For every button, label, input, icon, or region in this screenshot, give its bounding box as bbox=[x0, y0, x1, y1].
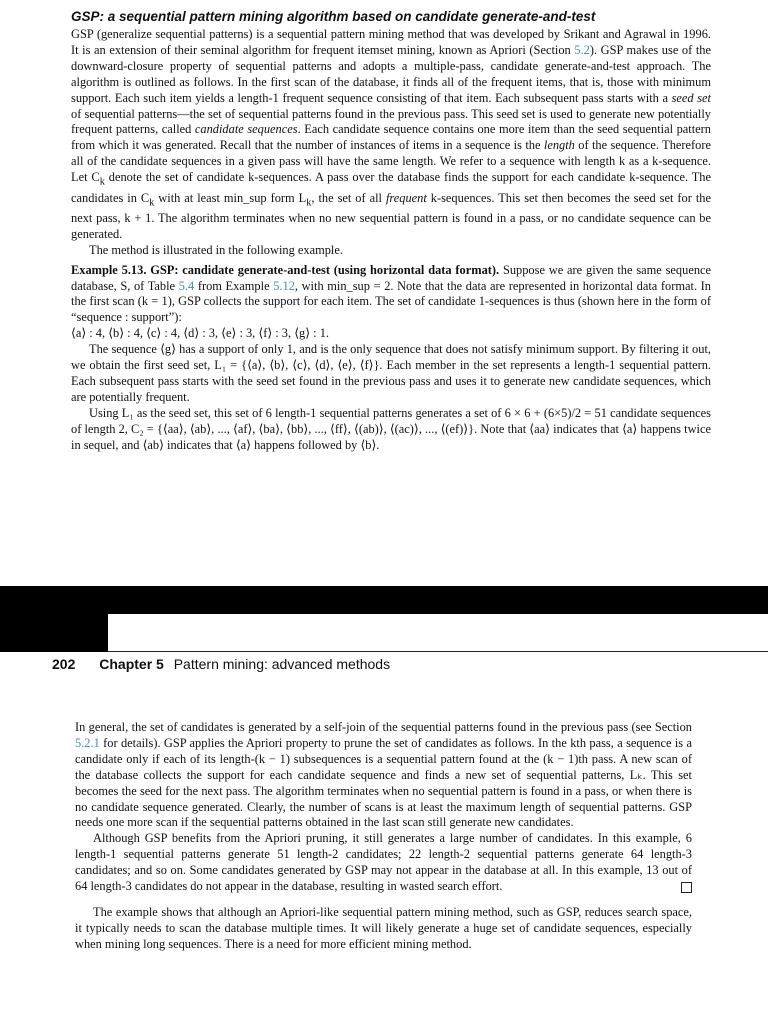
page-break-band bbox=[0, 586, 768, 614]
gsp-intro-paragraph bbox=[71, 27, 711, 243]
candidate-generation-paragraph bbox=[75, 720, 692, 831]
apriori-pruning-paragraph bbox=[75, 831, 692, 895]
section-link-5-2[interactable]: 5.2 bbox=[574, 42, 590, 57]
running-header bbox=[52, 655, 390, 673]
chapter-title: Pattern mining: advanced methods bbox=[173, 656, 391, 672]
example-paragraph-3: Using L₁ as the seed set, this set of 6 length-1 sequential patterns generates a set of 6 × 6 + (6×5)/2 = 51 candidate sequences of length 2, C₂ = {⟨aa⟩, ⟨ab⟩, ..., ⟨af⟩, ⟨ba⟩, ⟨bb⟩, ..., ⟨ff⟩, ⟨(ab)⟩, ⟨(ac)⟩, ..., ⟨(ef)⟩}. Note that ⟨aa⟩ indicates that ⟨a⟩ happens twice in sequel, and ⟨ab⟩ indicates that ⟨a⟩ happens followed by ⟨b⟩. bbox=[71, 405, 711, 452]
text-run: In general, the set of candidates is generated by a self-join of the sequential patterns found in the previous pass (see Section bbox=[75, 720, 692, 734]
term-seed-set: seed set bbox=[671, 90, 711, 105]
text-run: . Each candidate sequence contains one more item than the seed sequential pattern from which it was generated. Recall that the number of instances of items in a sequence is the bbox=[71, 122, 711, 153]
text-run: Suppose we are given the same sequence database, S, of Table bbox=[71, 262, 712, 293]
example-title: Example 5.13. GSP: candidate generate-and-test (using horizontal data format). bbox=[71, 262, 500, 277]
text-run: denote the set of candidate k-sequences. A pass over the database finds the support for each candidate k-sequence. The candidates in C bbox=[71, 170, 712, 205]
text-run: with at least min_sup form L bbox=[154, 190, 307, 205]
table-link-5-4[interactable]: 5.4 bbox=[178, 278, 195, 293]
text-run: of sequential patterns—the set of sequential patterns found in the previous pass. This seed set is used to generate new potentially frequent patterns, called bbox=[71, 106, 711, 137]
text-run: GSP (generalize sequential patterns) is a sequential pattern mining method that was developed by Srikant and Agrawal in 1996. It is an extension of their seminal algorithm for frequent itemset mining, known as Apriori (Section bbox=[71, 27, 711, 57]
example-link-5-12[interactable]: 5.12 bbox=[273, 278, 295, 293]
header-rule bbox=[108, 651, 768, 652]
text-run: Although GSP benefits from the Apriori pruning, it still generates a large number of candidates. In this example, 6 length-1 sequential patterns generate 51 length-2 candidates; 22 length-2 sequential patterns generate 64 length-3 candidates; and so on. Some candidates generated by GSP may not appear in the database at all. In this example, 13 out of 64 length-3 candidates do not appear in the database, resulting in wasted search effort. bbox=[75, 831, 692, 894]
subscript: k bbox=[99, 176, 105, 188]
text-run: from Example bbox=[194, 278, 274, 293]
text-run: , the set of all bbox=[311, 190, 386, 205]
end-of-example-icon bbox=[681, 882, 692, 893]
header-tab bbox=[0, 614, 108, 652]
example-paragraph bbox=[71, 263, 711, 327]
candidate-1-sequences: ⟨a⟩ : 4, ⟨b⟩ : 4, ⟨c⟩ : 4, ⟨d⟩ : 3, ⟨e⟩ : 3, ⟨f⟩ : 3, ⟨g⟩ : 1. bbox=[71, 326, 329, 341]
term-candidate-sequences: candidate sequences bbox=[194, 122, 298, 137]
continuation-section bbox=[75, 720, 692, 953]
text-run: of the sequence. Therefore all of the candidate sequences in a given pass will have the same length. We refer to a sequence with length k as a k-sequence. Let C bbox=[71, 138, 711, 185]
top-section bbox=[71, 8, 711, 454]
text-run: for details). GSP applies the Apriori property to prune the set of candidates as follows. In the kth pass, a sequence is a candidate only if each of its length-(k − 1) subsequences is a sequential pattern found at the (k − 1)th pass. A new scan of the database collects the support for each candidate sequence and finds a new set of sequential patterns, Lₖ. This set becomes the seed for the next pass. The algorithm terminates when no sequential pattern is found in a pass, or when there is no candidate sequence generated. Clearly, the number of scans is at least the maximum length of sequential patterns. GSP needs one more scan if the sequential patterns obtained in the last scan still generate new candidates. bbox=[75, 735, 692, 830]
term-frequent: frequent bbox=[385, 190, 427, 205]
chapter-label: Chapter 5 bbox=[99, 656, 164, 672]
text-run: k-sequences. This set then becomes the seed set for the next pass, k + 1. The algorithm terminates when no new sequential pattern is found in a pass, or no candidate sequence can be generated. bbox=[71, 190, 711, 241]
section-link-5-2-1[interactable]: 5.2.1 bbox=[75, 735, 100, 750]
text-run: ). GSP makes use of the downward-closure property of sequential patterns and adopts a multiple-pass, candidate generate-and-test approach. The algorithm is outlined as follows. In the first scan of the database, it finds all of the frequent items, that is, those with minimum support. Each such item yields a length-1 frequent sequence consisting of that item. Each subsequent pass starts with a bbox=[71, 42, 711, 105]
subscript: k bbox=[306, 197, 312, 208]
conclusion-paragraph: The example shows that although an Apriori-like sequential pattern mining method, such as GSP, reduces search space, it typically needs to scan the database multiple times. It will likely generate a huge set of candidate sequences, especially when mining long sequences. There is a need for more efficient mining method. bbox=[75, 904, 692, 951]
subscript: k bbox=[149, 197, 155, 208]
method-illustrated-paragraph: The method is illustrated in the following example. bbox=[89, 242, 343, 257]
example-paragraph-2: The sequence ⟨g⟩ has a support of only 1, and is the only sequence that does not satisfy minimum support. By filtering it out, we obtain the first seed set, L₁ = {⟨a⟩, ⟨b⟩, ⟨c⟩, ⟨d⟩, ⟨e⟩, ⟨f⟩}. Each member in the set represents a length-1 sequential pattern. Each subsequent pass starts with the seed set found in the previous pass and uses it to generate new candidate sequences, which are potentially frequent. bbox=[71, 342, 711, 404]
section-title: GSP: a sequential pattern mining algorithm based on candidate generate-and-test bbox=[71, 9, 596, 24]
page-number: 202 bbox=[52, 656, 76, 672]
term-length: length bbox=[543, 138, 575, 153]
example-5-13 bbox=[71, 263, 711, 454]
text-run: , with min_sup = 2. Note that the data are represented in horizontal data format. In the first scan (k = 1), GSP collects the support for each item. The set of candidate 1-sequences is thus (shown here in the form of “sequence : support”): bbox=[71, 278, 711, 325]
